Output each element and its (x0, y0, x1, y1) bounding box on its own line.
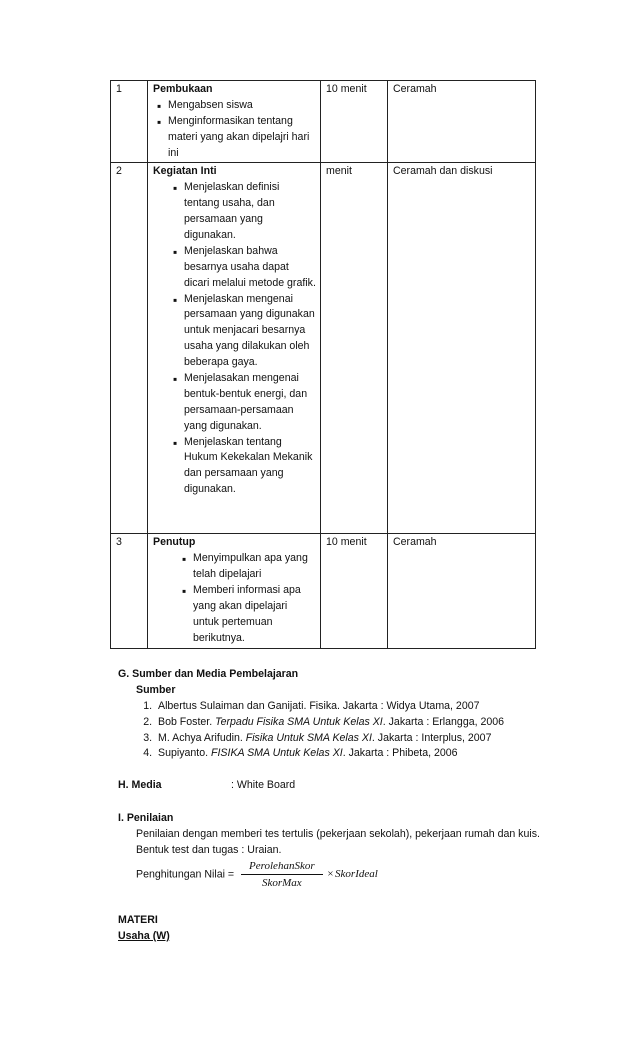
activity-cell (148, 81, 321, 163)
activity-cell (148, 163, 321, 534)
table-row (111, 81, 536, 163)
list-item: ▪ Menjelaskan bahwa besarnya usaha dapat dicari melalui metode grafik. (184, 244, 316, 292)
multiply-sign: × (326, 868, 335, 881)
list-item: 4. Supiyanto. FISIKA SMA Untuk Kelas XI. Jakarta : Phibeta, 2006 (155, 746, 558, 762)
section-sources-media (118, 667, 558, 762)
duration-cell: 10 menit (321, 81, 388, 163)
media-value: : White Board (231, 779, 296, 791)
activity-list (153, 551, 316, 646)
row-number: 2 (111, 163, 148, 534)
list-item: ▪ Menginformasikan tentang materi yang akan dipelajri hari ini (168, 114, 316, 162)
row-number: 3 (111, 534, 148, 648)
materi-subheading: Usaha (W) (118, 929, 170, 942)
materi-heading: MATERI (118, 914, 158, 926)
formula-expression (241, 859, 378, 891)
activity-cell (148, 534, 321, 648)
sources-list (118, 699, 558, 763)
method-cell: Ceramah (388, 534, 536, 648)
list-item: ▪ Menjelaskan mengenai persamaan yang digunakan untuk menjacari besarnya usaha yang dilakukan oleh beberapa gaya. (184, 292, 316, 371)
list-item: ▪ Menjelasakan mengenai bentuk-bentuk energi, dan persamaan-persamaan yang digunakan. (184, 371, 316, 435)
list-item: 2. Bob Foster. Terpadu Fisika SMA Untuk Kelas XI. Jakarta : Erlangga, 2006 (155, 715, 558, 731)
row-number: 1 (111, 81, 148, 163)
method-cell: Ceramah dan diskusi (388, 163, 536, 534)
section-h-heading: H. Media (118, 779, 162, 791)
fraction-numerator: PerolehanSkor (241, 859, 323, 875)
assessment-description: Penilaian dengan memberi tes tertulis (pekerjaan sekolah), pekerjaan rumah dan kuis. (136, 827, 540, 840)
list-item: ▪ Menjelaskan definisi tentang usaha, dan persamaan yang digunakan. (184, 180, 316, 244)
multiplier-term: SkorIdeal (335, 868, 378, 881)
list-item: ▪ Mengabsen siswa (168, 98, 316, 114)
list-item: ▪ Menjelaskan tentang Hukum Kekekalan Mekanik dan persamaan yang digunakan. (184, 435, 316, 499)
table-row (111, 163, 536, 534)
section-media (118, 778, 538, 794)
activity-title: Kegiatan Inti (153, 165, 217, 178)
activity-list (153, 98, 316, 162)
method-cell: Ceramah (388, 81, 536, 163)
list-item: 1. Albertus Sulaiman dan Ganijati. Fisika. Jakarta : Widya Utama, 2007 (155, 699, 558, 715)
list-item: ▪ Memberi informasi apa yang akan dipelajari untuk pertemuan berikutnya. (193, 583, 316, 647)
activity-title: Pembukaan (153, 83, 213, 95)
sources-subheading: Sumber (136, 683, 176, 696)
table-row (111, 534, 536, 648)
list-item: ▪ Menyimpulkan apa yang telah dipelajari (193, 551, 316, 583)
fraction (241, 859, 323, 891)
duration-cell: 10 menit (321, 534, 388, 648)
formula-label: Penghitungan Nilai = (136, 868, 235, 881)
section-g-heading: G. Sumber dan Media Pembelajaran (118, 668, 299, 680)
section-i-heading: I. Penilaian (118, 812, 174, 824)
list-item: 3. M. Achya Arifudin. Fisika Untuk SMA Kelas XI. Jakarta : Interplus, 2007 (155, 731, 558, 747)
assessment-type: Bentuk test dan tugas : Uraian. (136, 843, 282, 856)
section-assessment (118, 811, 558, 890)
fraction-denominator: SkorMax (261, 876, 302, 889)
activity-title: Penutup (153, 536, 196, 549)
duration-cell: menit (321, 163, 388, 534)
section-materi (118, 913, 170, 945)
activity-schedule-table (110, 80, 536, 649)
activity-list (153, 180, 316, 498)
score-formula (118, 859, 558, 891)
